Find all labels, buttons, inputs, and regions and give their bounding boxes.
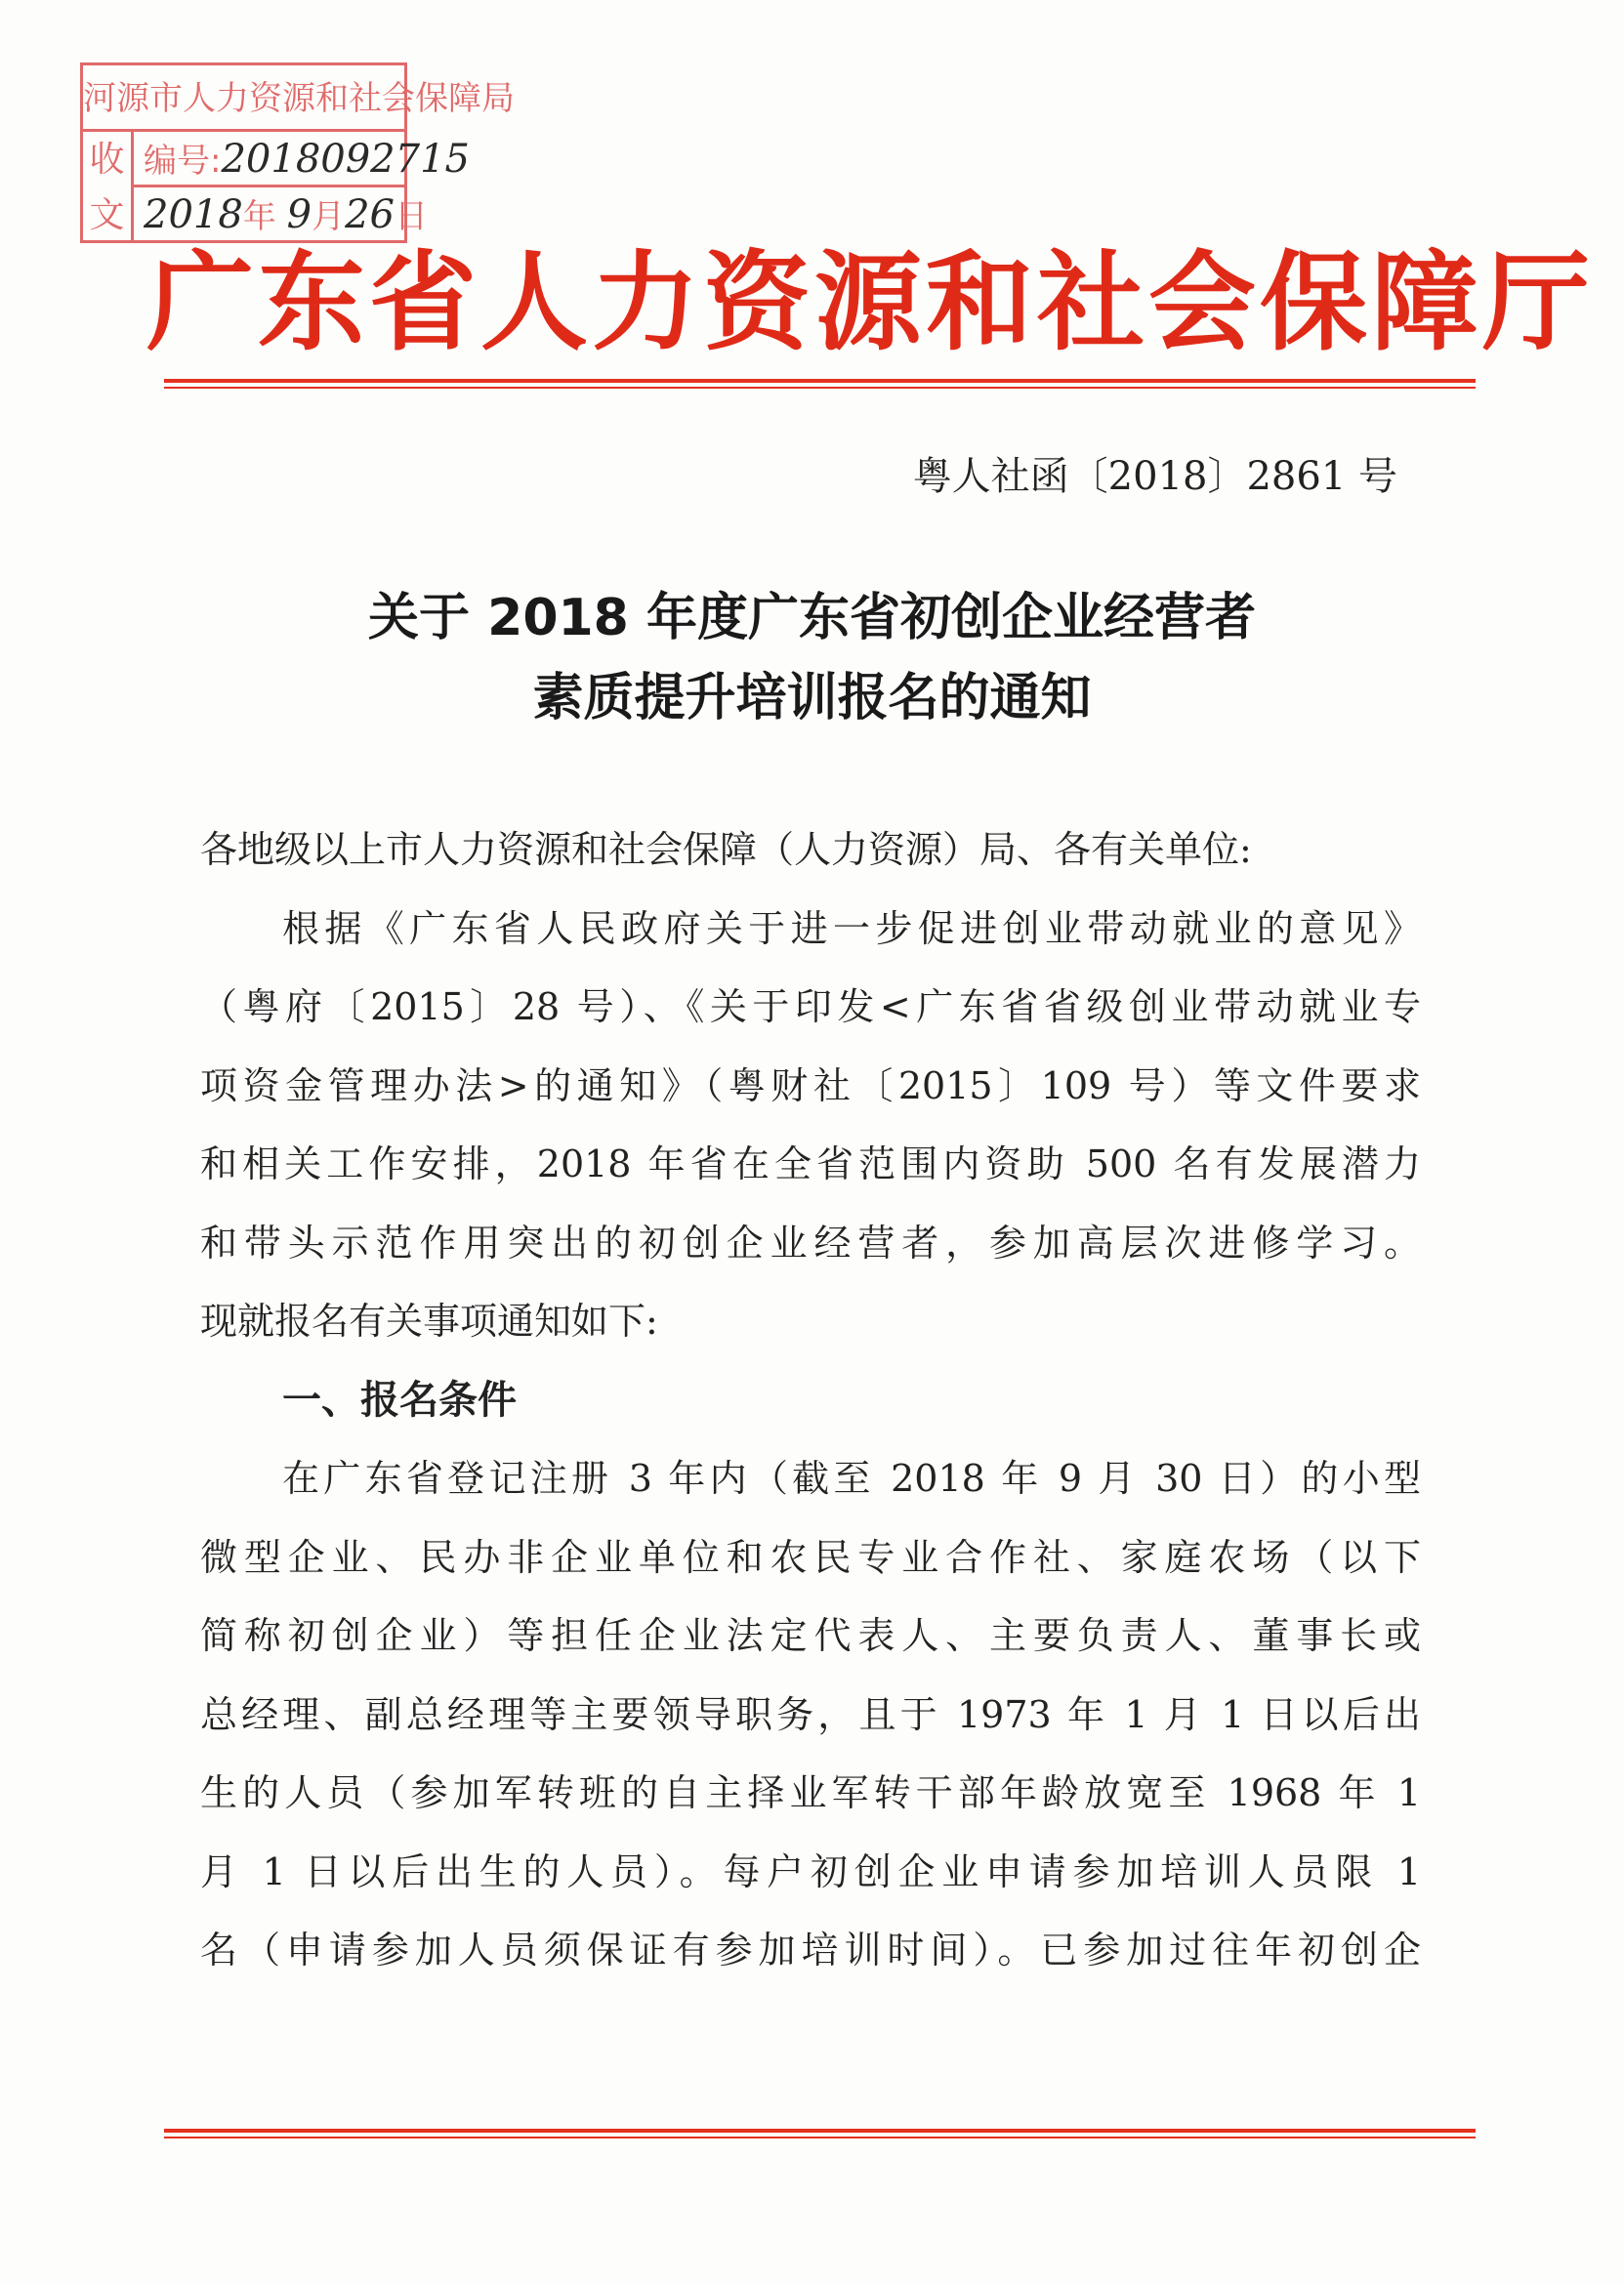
para2-line: 微型企业、民办非企业单位和农民专业合作社、家庭农场（以下 <box>200 1535 1421 1579</box>
stamp-date-day-label: 日 <box>394 197 428 236</box>
para2-line: 月 1 日以后出生的人员）。每户初创企业申请参加培训人员限 1 <box>200 1849 1421 1893</box>
org-header: 广东省人力资源和社会保障厅 <box>146 239 1594 365</box>
para1-line: 和带头示范作用突出的初创企业经营者，参加高层次进修学习。 <box>200 1221 1421 1265</box>
para2-line: 生的人员（参加军转班的自主择业军转干部年龄放宽至 1968 年 1 <box>200 1771 1421 1814</box>
stamp-number-label: 编号: <box>144 142 222 181</box>
salutation: 各地级以上市人力资源和社会保障（人力资源）局、各有关单位: <box>200 828 1252 871</box>
para2-line: 在广东省登记注册 3 年内（截至 2018 年 9 月 30 日）的小型 <box>282 1457 1421 1500</box>
stamp-side-label <box>83 132 134 243</box>
section1-heading: 一、报名条件 <box>282 1377 517 1423</box>
title-line-1: 关于 2018 年度广东省初创企业经营者 <box>368 589 1256 647</box>
stamp-date-day: 26 <box>345 192 395 237</box>
receipt-stamp <box>80 62 515 243</box>
stamp-date-year: 2018 <box>144 192 243 237</box>
stamp-side-top: 收 <box>89 140 125 180</box>
para1-line: 根据《广东省人民政府关于进一步促进创业带动就业的意见》 <box>282 906 1421 950</box>
header-rule-thick <box>164 379 1476 383</box>
footer-rule-thin <box>164 2137 1476 2138</box>
para1-line: 现就报名有关事项通知如下: <box>200 1300 658 1343</box>
para2-line: 名（申请参加人员须保证有参加培训时间）。已参加过往年初创企 <box>200 1929 1421 1972</box>
document-title <box>195 578 1429 738</box>
stamp-side-bottom: 文 <box>89 195 125 235</box>
para2-line: 简称初创企业）等担任企业法定代表人、主要负责人、董事长或 <box>200 1614 1421 1657</box>
document-body <box>200 810 1421 1990</box>
stamp-date-month-label: 月 <box>312 197 346 236</box>
stamp-org-name: 河源市人力资源和社会保障局 <box>83 65 404 132</box>
para1-line: 项资金管理办法>的通知》（粤财社〔2015〕109 号）等文件要求 <box>200 1063 1421 1107</box>
stamp-number-row <box>134 132 470 187</box>
stamp-date-month: 9 <box>286 192 312 237</box>
header-rule-thin <box>164 387 1476 389</box>
stamp-date-row <box>134 187 428 243</box>
stamp-number-value: 2018092715 <box>221 137 470 182</box>
para1-line: （粤府〔2015〕28 号）、《关于印发<广东省省级创业带动就业专 <box>200 985 1421 1028</box>
title-line-2: 素质提升培训报名的通知 <box>532 669 1092 727</box>
doc-number: 粤人社函〔2018〕2861 号 <box>912 454 1397 499</box>
para2-line: 总经理、副总经理等主要领导职务，且于 1973 年 1 月 1 日以后出 <box>200 1692 1421 1736</box>
footer-rule-thick <box>164 2129 1476 2133</box>
stamp-date-year-label: 年 <box>242 197 276 236</box>
para1-line: 和相关工作安排，2018 年省在全省范围内资助 500 名有发展潜力 <box>200 1142 1421 1185</box>
